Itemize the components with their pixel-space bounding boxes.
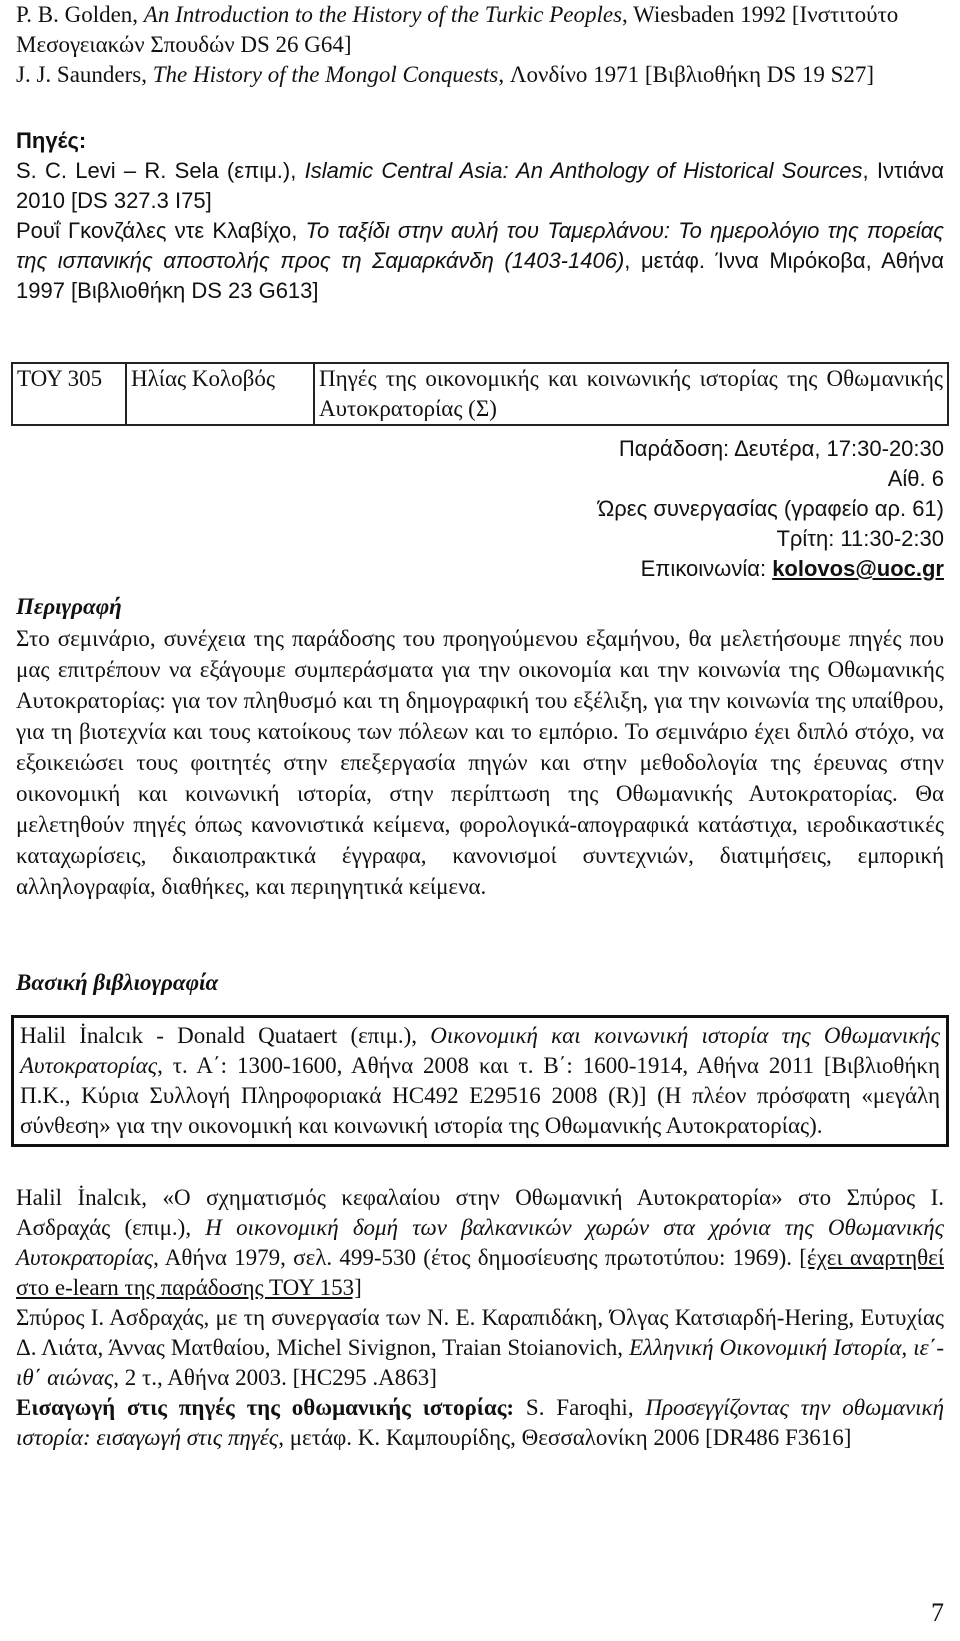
office-hours-time: Τρίτη: 11:30-2:30 (776, 526, 944, 551)
source-clavijo (16, 216, 944, 306)
source-publication: , Ιντιάνα 2010 [DS 327.3 I75] (16, 158, 945, 213)
bib-inalcik-capital (16, 1183, 944, 1303)
bib-author: Halil İnalcık, «Ο σχηματισμός κεφαλαίου στην Οθωμανική Αυτοκρατορία» στο Σπύρος Ι. Ασδραχάς (επιμ.), (16, 1185, 944, 1240)
elearn-note: [έχει αναρτηθεί στο e-learn της παράδοσης ΤΟΥ 153] (16, 1245, 945, 1300)
bib-details: , 2 τ., Αθήνα 2003. [HC295 .A863] (113, 1365, 437, 1390)
contact-label: Επικοινωνία: (640, 556, 773, 581)
ref-saunders (16, 60, 944, 90)
course-table (11, 362, 949, 426)
contact-line (16, 554, 944, 584)
bib-author: Σπύρος Ι. Ασδραχάς, με τη συνεργασία των Ν. Ε. Καραπιδάκη, Όλγας Κατσιαρδή-Hering, Ευτυχίας Δ. Λιάτα, Άννας Ματθαίου, Michel Sivignon, Traian Stoianovich, (16, 1305, 944, 1360)
bib-details: , Αθήνα 1979, σελ. 499-530 (έτος δημοσίευσης πρωτοτύπου: 1969). (153, 1245, 800, 1270)
course-row (12, 363, 948, 425)
ref-author: P. B. Golden, (16, 2, 144, 27)
bib-details: , τ. Α΄: 1300-1600, Αθήνα 2008 και τ. Β΄: 1600-1914, Αθήνα 2011 [Βιβλιοθήκη Π.Κ., Κύρια Συλλογή Πληροφοριακά HC492 E29516 2008 (R)] (Η πλέον πρόσφατη «μεγάλη σύνθεση» για την οικονομική και κοινωνική ιστορία της Οθωμανικής Αυτοκρατορίας). (20, 1053, 940, 1138)
ref-golden (16, 0, 944, 60)
course-title: Πηγές της οικονομικής και κοινωνικής ιστορίας της Οθωμανικής Αυτοκρατορίας (Σ) (314, 363, 948, 425)
bib-title: Προσεγγίζοντας την οθωμανική ιστορία: εισαγωγή στις πηγές (16, 1395, 945, 1450)
bib-author: S. Faroqhi, (514, 1395, 646, 1420)
bib-title: Οικονομική και κοινωνική ιστορία της Οθωμανικής Αυτοκρατορίας (20, 1023, 940, 1078)
bib-highlight-box (11, 1015, 949, 1147)
room: Αίθ. 6 (887, 466, 944, 491)
sources-heading: Πηγές: (16, 128, 87, 153)
source-author: Ρουΐ Γκονζάλες ντε Κλαβίχο, (16, 218, 306, 243)
course-code: ΤΟΥ 305 (12, 363, 126, 425)
ref-title: The History of the Mongol Conquests (152, 62, 499, 87)
bib-title: Ελληνική Οικονομική Ιστορία, ιε΄-ιθ΄ αιώνας (16, 1335, 944, 1390)
office-hours-label: Ώρες συνεργασίας (γραφείο αρ. 61) (597, 496, 944, 521)
bib-section-label: Εισαγωγή στις πηγές της οθωμανικής ιστορίας: (16, 1395, 515, 1420)
ref-publication: , Λονδίνο 1971 [Βιβλιοθήκη DS 19 S27] (498, 62, 875, 87)
lecture-time: Παράδοση: Δευτέρα, 17:30-20:30 (618, 436, 944, 461)
source-title: Το ταξίδι στην αυλή του Ταμερλάνου: Το ημερολόγιο της πορείας της ισπανικής αποστολής προς τη Σαμαρκάνδη (1403-1406) (16, 218, 944, 273)
course-instructor: Ηλίας Κολοβός (126, 363, 314, 425)
source-levi (16, 156, 944, 216)
bib-asdrachas (16, 1303, 944, 1393)
bib-title: Η οικονομική δομή των βαλκανικών χωρών στα χρόνια της Οθωμανικής Αυτοκρατορίας (16, 1215, 945, 1270)
schedule-block (16, 434, 944, 584)
email-link[interactable]: kolovos@uoc.gr (772, 556, 944, 581)
description-text: Στο σεμινάριο, συνέχεια της παράδοσης του προηγούμενου εξαμήνου, θα μελετήσουμε πηγές που μας επιτρέπουν να εξάγουμε συμπεράσματα για την οικονομία και την κοινωνία της Οθωμανικής Αυτοκρατορίας: για τον πληθυσμό και τη δημογραφική του εξέλιξη, για την κοινωνία της υπαίθρου, για τη βιοτεχνία και τους κατοίκους των πόλεων και το εμπόριο. Το σεμινάριο έχει διπλό στόχο, να εξοικειώσει τους φοιτητές στην επεξεργασία πηγών και στην μεθοδολογία της έρευνας στην οικονομική και κοινωνική ιστορία, στην περίπτωση της Οθωμανικής Αυτοκρατορίας. Θα μελετηθούν πηγές όπως κανονιστικά κείμενα, φορολογικά-απογραφικά κατάστιχα, ιεροδικαστικές καταχωρίσεις, δικαιοπρακτικά έγγραφα, κανονισμοί συντεχνιών, διατιμήσεις, εμπορική αλληλογραφία, διαθήκες, και περιηγητικά κείμενα. (16, 626, 944, 899)
bibliography-heading: Βασική βιβλιογραφία (16, 970, 219, 995)
bib-author: Halil İnalcık - Donald Quataert (επιμ.), (20, 1023, 431, 1048)
bib-details: , μετάφ. Κ. Καμπουρίδης, Θεσσαλονίκη 2006 [DR486 F3616] (278, 1425, 852, 1450)
bib-faroqhi (16, 1393, 944, 1453)
source-title: Islamic Central Asia: An Anthology of Historical Sources (304, 158, 863, 183)
ref-title: An Introduction to the History of the Turkic Peoples (143, 2, 623, 27)
page-number: 7 (931, 1598, 944, 1627)
ref-author: J. J. Saunders, (16, 62, 153, 87)
source-publication: , μετάφ. Ίννα Μιρόκοβα, Αθήνα 1997 [Βιβλιοθήκη DS 23 G613] (16, 248, 944, 303)
source-author: S. C. Levi – R. Sela (επιμ.), (16, 158, 305, 183)
ref-publication: , Wiesbaden 1992 [Ινστιτούτο Μεσογειακών Σπουδών DS 26 G64] (16, 2, 899, 57)
description-heading: Περιγραφή (16, 594, 122, 619)
